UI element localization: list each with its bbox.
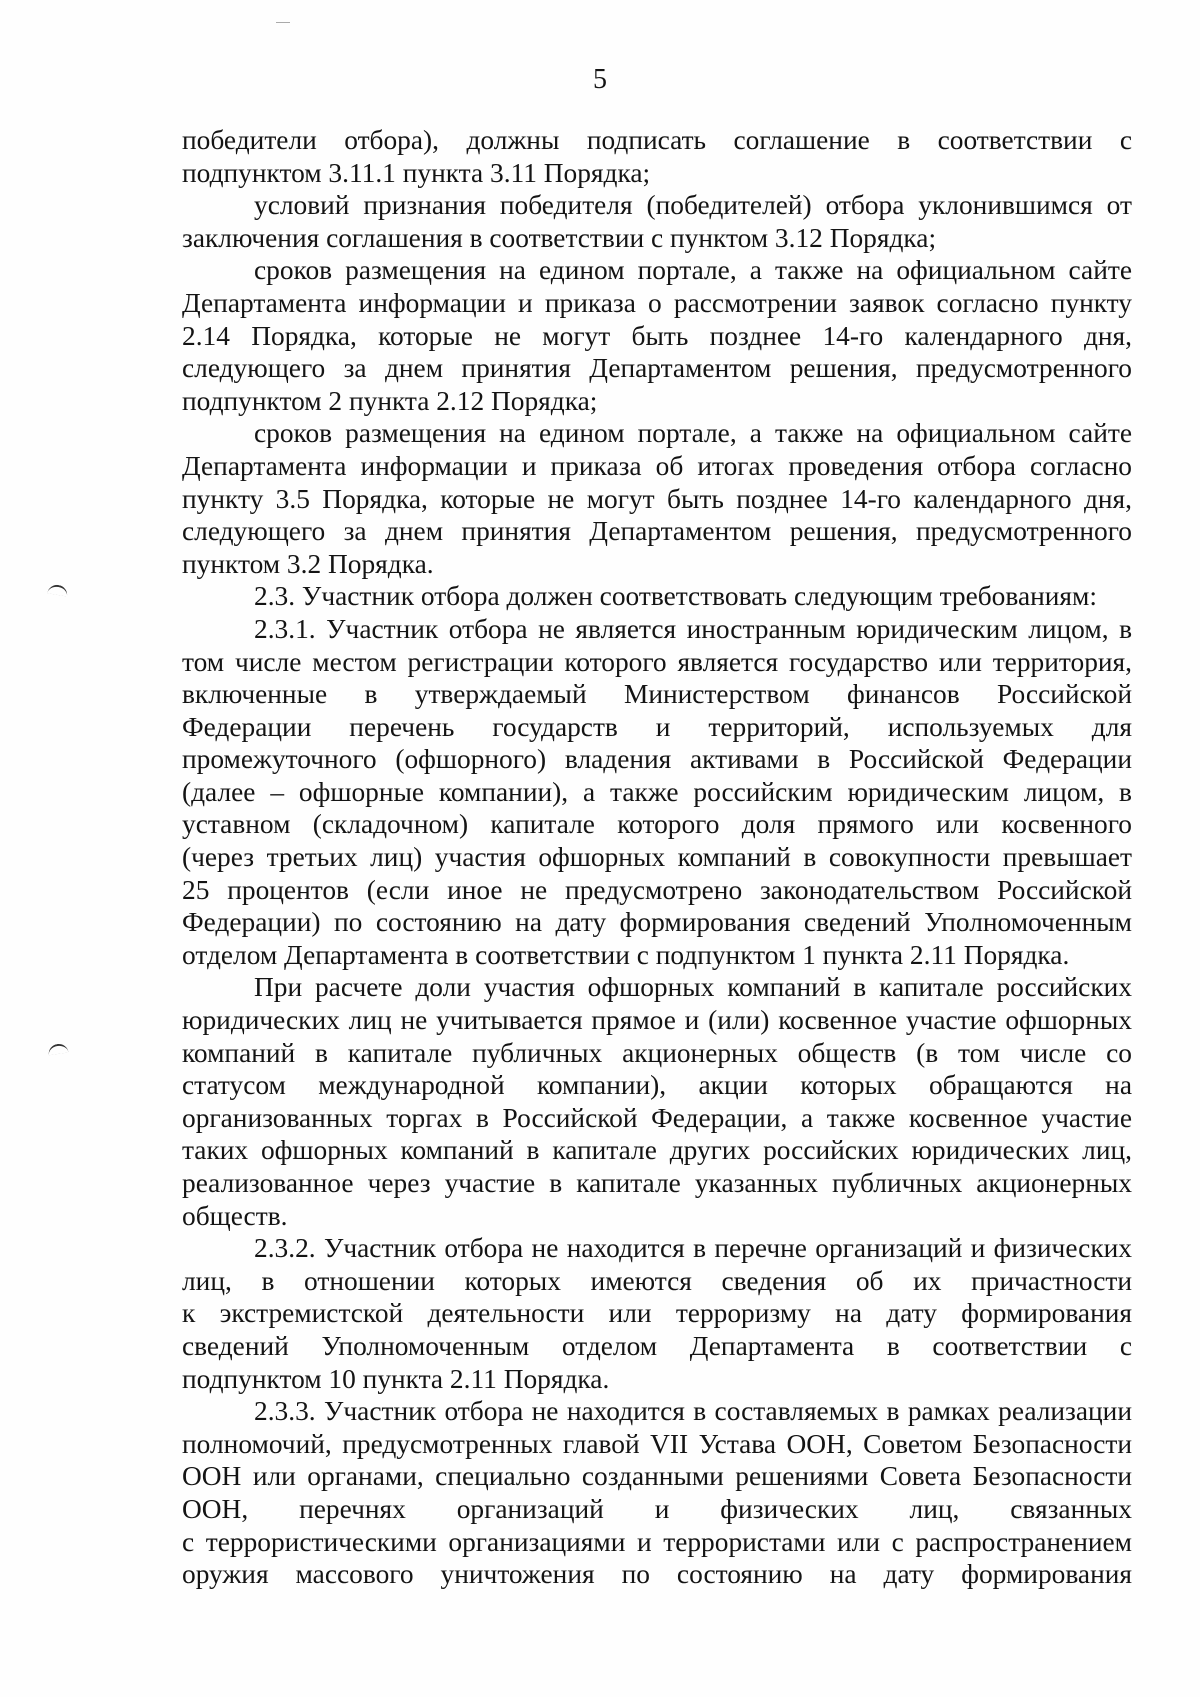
text-line: лиц, в отношении которых имеются сведения об их причастности [182, 1265, 1132, 1296]
text-line: полномочий, предусмотренных главой VII Устава ООН, Советом Безопасности [182, 1428, 1132, 1459]
text-line: таких офшорных компаний в капитале других российских юридических лиц, [182, 1135, 1132, 1166]
text-line: Федерации перечень государств и территорий, используемых для [182, 711, 1132, 742]
text-line: подпунктом 2 пункта 2.12 Порядка; [182, 385, 598, 416]
text-line: ООН или органами, специально созданными решениями Совета Безопасности [182, 1461, 1132, 1492]
text-line: уставном (складочном) капитале которого доля прямого или косвенного [182, 809, 1132, 840]
text-line: обществ. [182, 1200, 288, 1231]
text-line: 2.3. Участник отбора должен соответствовать следующим требованиям: [254, 581, 1097, 612]
text-line: организованных торгах в Российской Федерации, а также косвенное участие [182, 1102, 1132, 1133]
text-line: 2.3.2. Участник отбора не находится в перечне организаций и физических [254, 1233, 1132, 1264]
text-line: следующего за днем принятия Департаментом решения, предусмотренного [182, 516, 1132, 547]
text-line: промежуточного (офшорного) владения активами в Российской Федерации [182, 744, 1132, 775]
text-line: (через третьих лиц) участия офшорных компаний в совокупности превышает [182, 842, 1132, 873]
text-line: оружия массового уничтожения по состоянию на дату формирования [182, 1559, 1132, 1590]
text-line: 2.3.3. Участник отбора не находится в составляемых в рамках реализации [254, 1396, 1132, 1427]
text-line: к экстремистской деятельности или терроризму на дату формирования [182, 1298, 1132, 1329]
text-line: пункту 3.5 Порядка, которые не могут быть позднее 14-го календарного дня, [182, 483, 1132, 514]
page-number: 5 [593, 64, 607, 95]
text-line: Департамента информации и приказа о рассмотрении заявок согласно пункту [182, 287, 1132, 318]
text-line: сроков размещения на едином портале, а также на официальном сайте [254, 255, 1132, 286]
document-body [182, 124, 1132, 1591]
binding-hole-mark [47, 583, 68, 596]
binding-hole-mark [47, 1043, 68, 1056]
text-line: отделом Департамента в соответствии с подпунктом 1 пункта 2.11 Порядка. [182, 939, 1070, 970]
text-line: следующего за днем принятия Департаментом решения, предусмотренного [182, 353, 1132, 384]
text-line: 2.14 Порядка, которые не могут быть позднее 14-го календарного дня, [182, 320, 1132, 351]
text-line: 25 процентов (если иное не предусмотрено законодательством Российской [182, 874, 1132, 905]
text-line: победители отбора), должны подписать соглашение в соответствии с [182, 125, 1132, 155]
text-line: компаний в капитале публичных акционерных обществ (в том числе со [182, 1037, 1132, 1068]
text-line: с террористическими организациями и террористами или с распространением [182, 1526, 1132, 1557]
text-line: ООН, перечнях организаций и физических лиц, связанных [182, 1493, 1132, 1524]
text-line: подпунктом 10 пункта 2.11 Порядка. [182, 1363, 610, 1394]
text-line: пунктом 3.2 Порядка. [182, 548, 434, 579]
text-line: Департамента информации и приказа об итогах проведения отбора согласно [182, 450, 1132, 481]
scan-speck [276, 22, 290, 23]
text-line: сведений Уполномоченным отделом Департамента в соответствии с [182, 1330, 1132, 1361]
text-line: реализованное через участие в капитале указанных публичных акционерных [182, 1168, 1132, 1198]
text-line: сроков размещения на едином портале, а также на официальном сайте [254, 418, 1132, 449]
text-line: При расчете доли участия офшорных компаний в капитале российских [254, 972, 1132, 1003]
text-line: 2.3.1. Участник отбора не является иностранным юридическим лицом, в [254, 613, 1132, 644]
text-line: условий признания победителя (победителей) отбора уклонившимся от [254, 190, 1132, 221]
text-line: юридических лиц не учитывается прямое и (или) косвенное участие офшорных [182, 1005, 1132, 1036]
text-line: заключения соглашения в соответствии с пунктом 3.12 Порядка; [182, 222, 937, 253]
text-line: том числе местом регистрации которого является государство или территория, [182, 646, 1132, 677]
text-line: включенные в утверждаемый Министерством финансов Российской [182, 679, 1132, 710]
text-line: Федерации) по состоянию на дату формирования сведений Уполномоченным [182, 907, 1132, 938]
text-line: подпунктом 3.11.1 пункта 3.11 Порядка; [182, 157, 651, 188]
text-line: (далее – офшорные компании), а также российским юридическим лицом, в [182, 776, 1132, 807]
text-line: статусом международной компании), акции которых обращаются на [182, 1070, 1132, 1101]
